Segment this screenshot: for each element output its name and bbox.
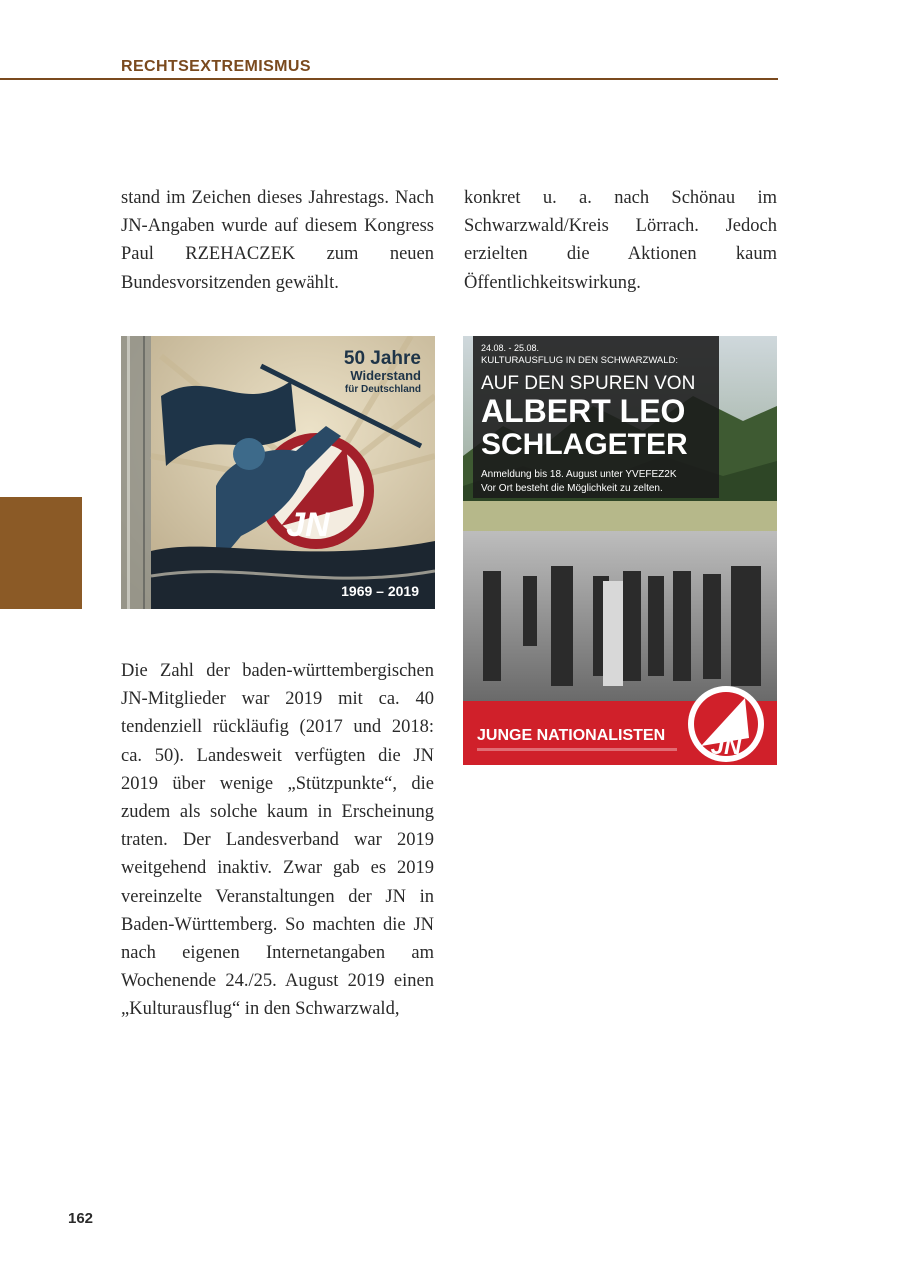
poster-footer: JUNGE NATIONALISTEN [477,727,666,744]
poster-logo-text: JN [710,733,742,760]
chapter-tab [0,497,82,609]
poster-name-line1: ALBERT LEO [481,393,686,429]
cd-cover-artwork [121,336,435,609]
page-number: 162 [68,1210,94,1227]
poster-heading: AUF DEN SPUREN VON [481,373,696,394]
poster-info-line1: Anmeldung bis 18. August unter YVEFEZ2K [481,469,677,480]
poster-info-line2: Vor Ort besteht die Möglichkeit zu zelten. [481,483,663,494]
cd-title-line2: Widerstand [350,368,421,383]
text-column-left-bottom [121,657,434,1024]
poster-subtitle: KULTURAUSFLUG IN DEN SCHWARZWALD: [481,355,679,366]
poster-name-line2: SCHLAGETER [481,428,688,461]
header-rule [0,78,778,80]
cd-years: 1969 – 2019 [341,583,419,599]
cd-title-line1: 50 Jahre [343,348,421,369]
paragraph: konkret u. a. nach Schönau im Schwarzwald/Kreis Lörrach. Jedoch erzielten die Aktionen kaum Öffentlichkeitswirkung. [464,188,777,293]
event-poster-image [463,336,777,765]
text-column-left-top [121,184,434,297]
poster-artwork [463,336,777,765]
running-header: RECHTSEXTREMISMUS [121,58,311,75]
text-column-right-top [464,184,777,297]
paragraph: Die Zahl der baden-württembergischen JN-Mitglieder war 2019 mit ca. 40 tendenziell rückläufig (2017 und 2018: ca. 50). Landesweit verfügten die JN 2019 über wenige „Stützpunkte“, die zudem als solche kaum in Erscheinung traten. Der Landesverband war 2019 weitgehend inaktiv. Zwar gab es 2019 vereinzelte Veranstaltungen der JN in Baden-Württemberg. So machten die JN nach eigenen Internetangaben am Wochenende 24./25. August 2019 einen „Kulturausflug“ in den Schwarzwald, [121,661,434,1020]
cd-cover-image [121,336,435,609]
paragraph: stand im Zeichen dieses Jahrestags. Nach JN-Angaben wurde auf diesem Kongress Paul RZEHACZEK zum neuen Bundesvorsitzenden gewählt. [121,188,434,293]
poster-dates: 24.08. - 25.08. [481,343,540,353]
cd-logo-text: JN [286,506,330,544]
cd-title-line3: für Deutschland [344,384,421,395]
